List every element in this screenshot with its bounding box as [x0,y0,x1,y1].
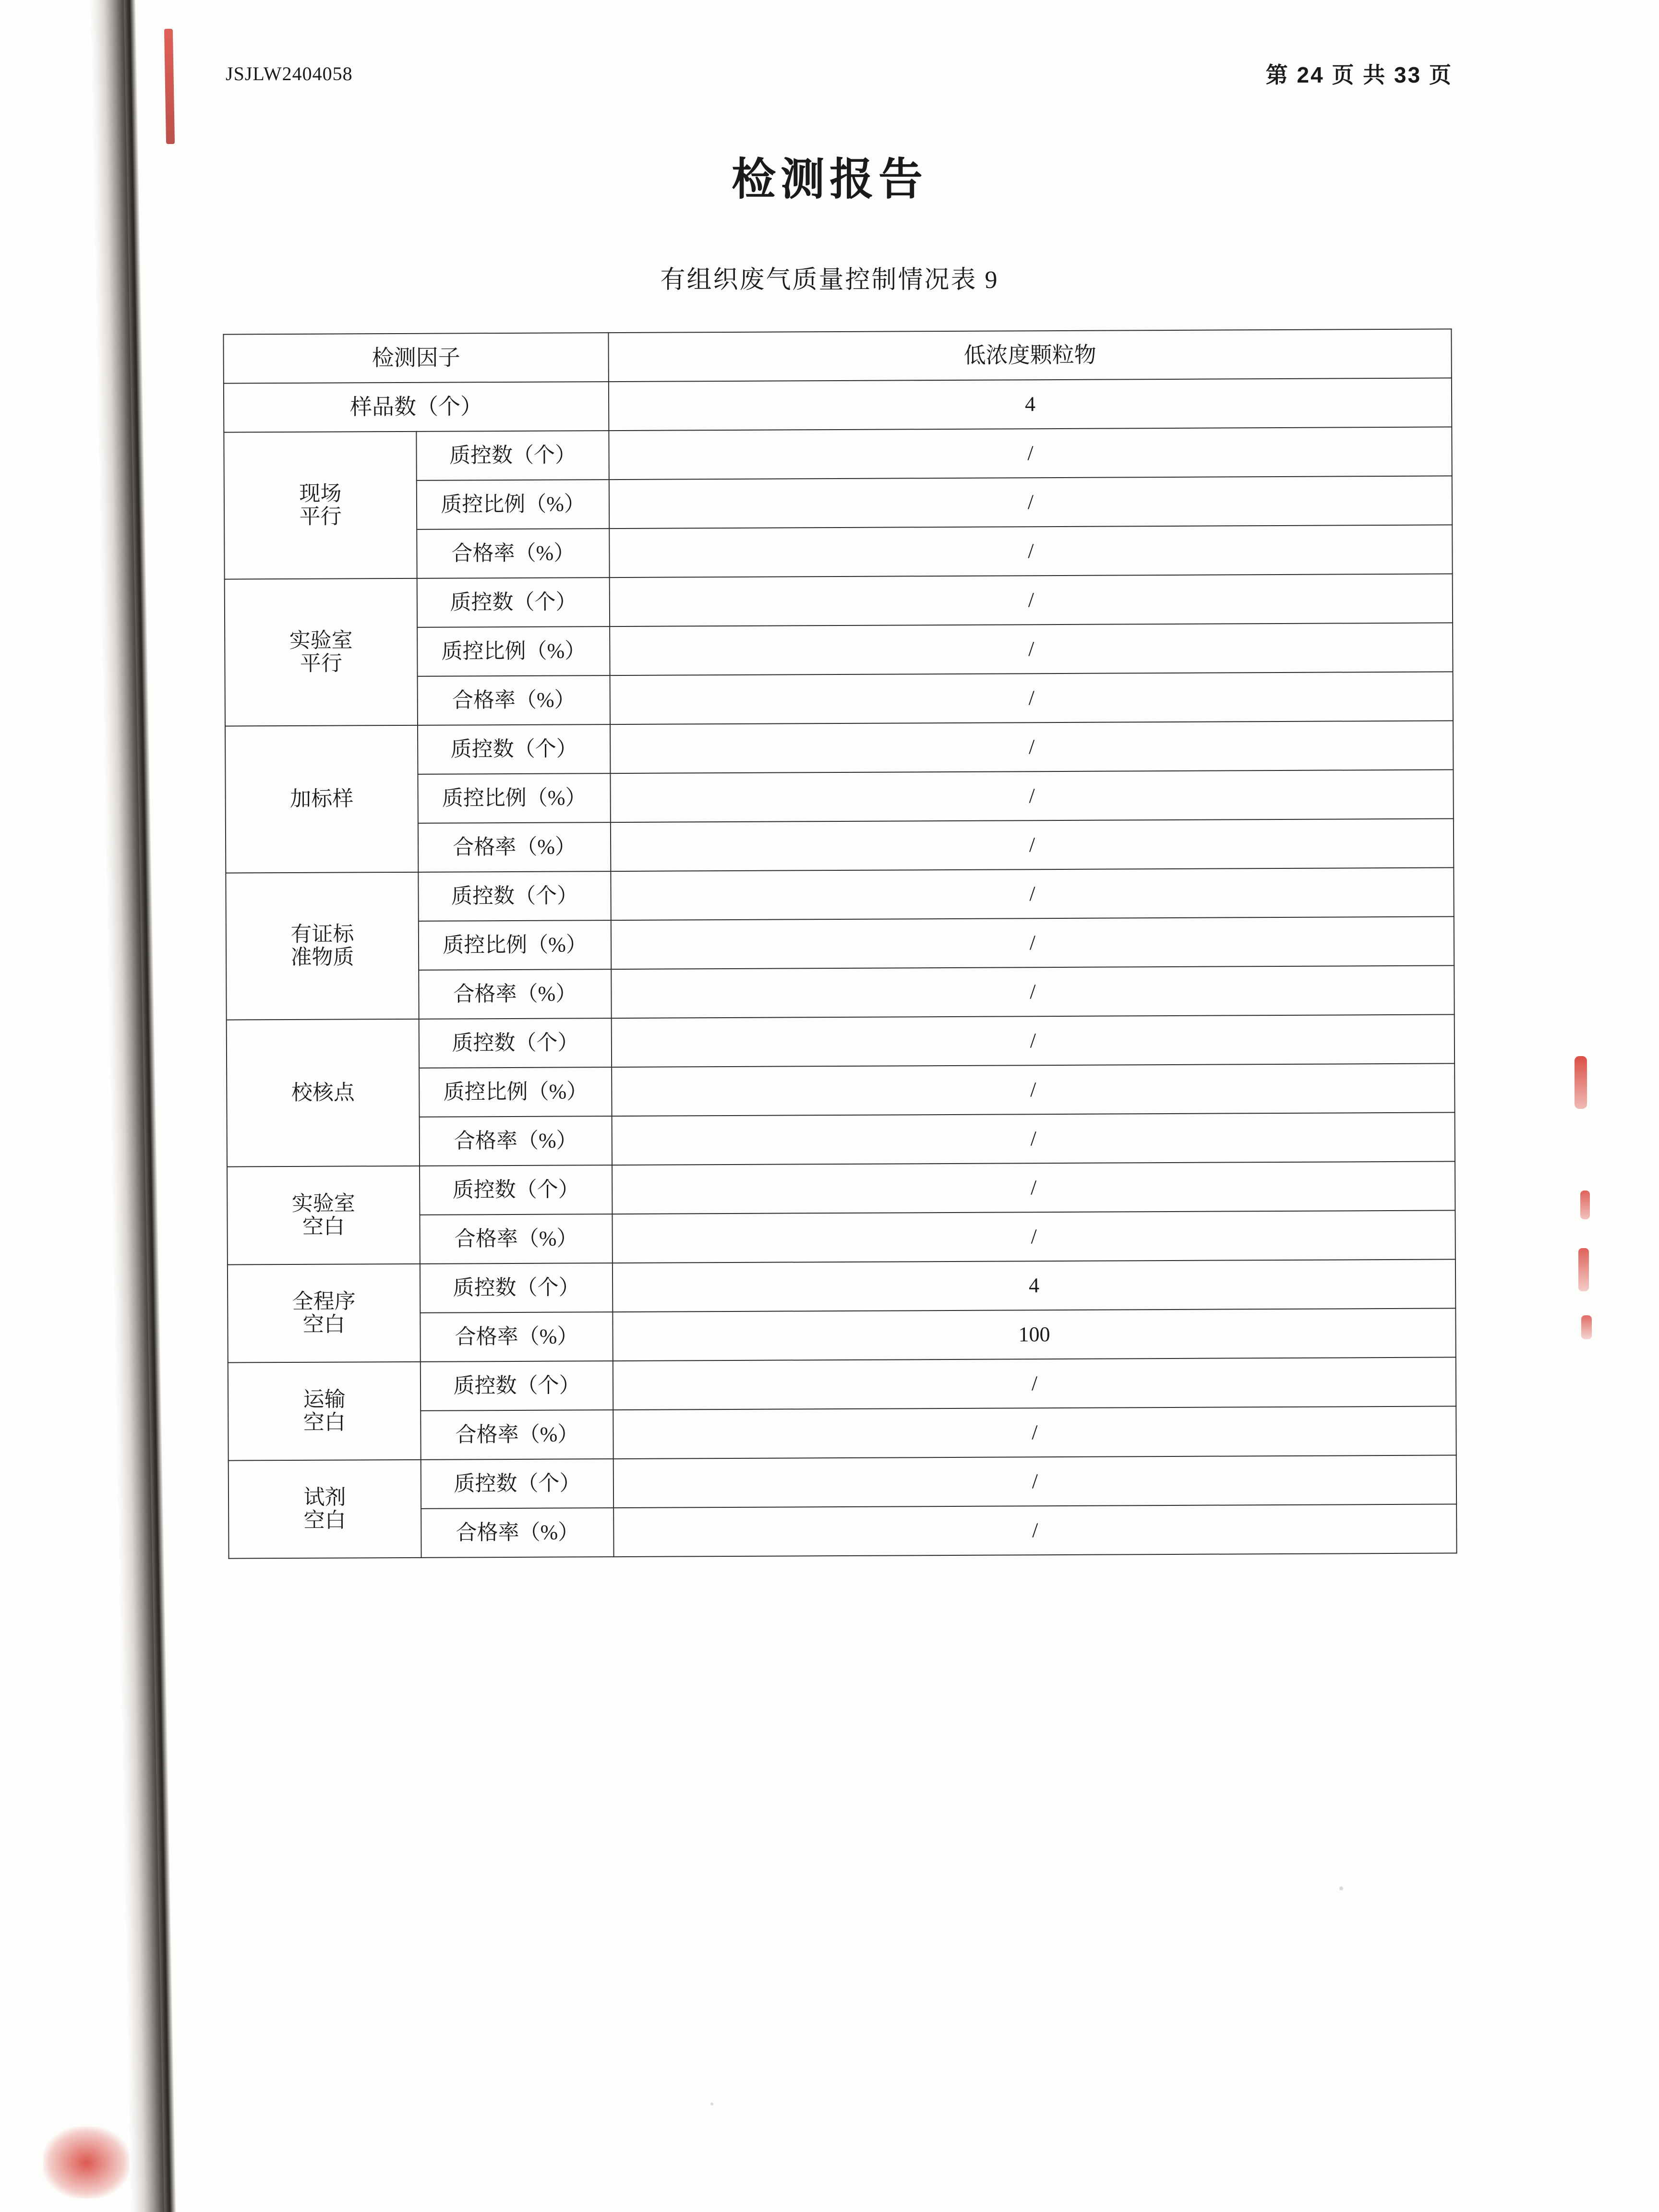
group-label-line1: 有证标 [290,922,354,946]
row-value: / [611,818,1454,871]
row-value: / [611,916,1454,969]
red-stamp-mark-right-1 [1575,1056,1587,1109]
group-label-line1: 实验室 [291,1191,355,1215]
group-label-line2: 准物质 [290,945,354,969]
group-label-line2: 空白 [303,1410,346,1434]
row-label: 合格率（%） [418,822,611,872]
group-label-line1: 试剂 [303,1485,346,1509]
row-value: / [611,965,1454,1018]
table-row-header [223,329,1451,383]
quality-control-table [223,328,1457,1559]
row-value: / [610,769,1453,822]
row-value: / [613,1504,1456,1557]
row-label: 合格率（%） [419,969,611,1019]
sample-count-value: 4 [609,378,1452,431]
row-label: 合格率（%） [421,1508,613,1558]
row-value: / [612,1112,1455,1165]
row-label: 质控数（个） [417,577,610,627]
document-code: JSJLW2404058 [226,63,353,84]
group-label-line1: 运输 [303,1387,346,1411]
row-label: 质控数（个） [419,1018,612,1068]
table-row [228,1259,1455,1313]
red-stamp-mark-right-4 [1581,1315,1592,1339]
row-label: 合格率（%） [420,1116,612,1166]
table-row [225,574,1453,628]
page-subtitle: 有组织废气质量控制情况表 9 [660,266,999,294]
row-value: / [613,1357,1456,1410]
header-factor-value: 低浓度颗粒物 [608,329,1451,382]
row-value: / [610,721,1453,773]
group-label-certified-reference-material [226,872,419,1020]
row-label: 质控比例（%） [417,626,610,676]
scan-speck [710,2103,713,2105]
row-value: / [611,867,1454,920]
row-value: / [613,1406,1456,1459]
row-label: 质控比例（%） [417,480,609,529]
red-stamp-blot-bottom [43,2127,130,2199]
row-label: 质控比例（%） [419,920,611,970]
row-label: 合格率（%） [418,675,610,725]
row-value: / [610,574,1453,626]
row-value: / [612,1063,1455,1116]
group-label-line2: 空白 [303,1508,346,1532]
header-factor-label: 检测因子 [223,333,608,383]
quality-control-table-container [223,328,1457,1559]
row-label: 质控数（个） [418,871,611,921]
table-row [228,1455,1456,1509]
table-row-sample-count [224,378,1452,432]
group-label-field-parallel [224,432,417,579]
row-label: 质控数（个） [420,1263,613,1313]
table-row [226,867,1454,922]
row-label: 合格率（%） [420,1312,613,1362]
row-label: 质控数（个） [420,1165,612,1215]
group-label-line1: 实验室 [289,628,353,652]
sample-count-label: 样品数（个） [224,382,609,432]
row-label: 质控数（个） [418,724,610,774]
table-row [228,1357,1456,1411]
row-label: 质控数（个） [421,1459,613,1509]
row-value: 4 [613,1259,1455,1312]
group-label-line1: 全程序 [292,1289,356,1313]
row-label: 合格率（%） [421,1410,613,1460]
table-row [224,427,1452,481]
scan-speck [1339,1887,1343,1890]
row-value: / [612,1014,1455,1067]
row-label: 质控数（个） [421,1361,613,1411]
row-label: 质控比例（%） [419,1067,612,1117]
row-label: 合格率（%） [420,1214,612,1264]
row-value: / [612,1210,1455,1263]
group-label-line1: 加标样 [290,787,354,811]
table-row [225,721,1453,775]
red-stamp-mark-right-2 [1580,1190,1590,1219]
row-value: / [613,1455,1456,1508]
row-value: / [609,525,1452,577]
row-value: / [612,1161,1455,1214]
row-value: / [610,623,1453,675]
page-indicator: 第 24 页 共 33 页 [1265,62,1453,87]
group-label-line2: 平行 [300,651,343,675]
table-row [227,1014,1455,1069]
row-value: / [609,427,1452,480]
red-stamp-mark-right-3 [1578,1248,1589,1291]
group-label-spiked-sample [225,725,418,873]
group-label-full-procedure-blank [228,1264,421,1363]
row-value: 100 [613,1308,1455,1361]
red-stamp-edge-mark [164,29,175,144]
table-row [227,1161,1455,1215]
group-label-reagent-blank [228,1460,421,1559]
group-label-transport-blank [228,1362,421,1461]
row-value: / [610,672,1453,724]
group-label-line2: 空白 [302,1312,346,1336]
group-label-line2: 空白 [302,1214,345,1238]
group-label-lab-parallel [225,578,418,726]
row-value: / [609,476,1452,529]
row-label: 质控比例（%） [418,773,610,823]
row-label: 质控数（个） [416,431,609,481]
page-title: 检测报告 [731,155,927,204]
group-label-line2: 平行 [299,505,342,529]
group-label-lab-blank [227,1166,420,1265]
group-label-line1: 现场 [299,481,342,505]
group-label-line1: 校核点 [291,1081,355,1105]
row-label: 合格率（%） [417,529,609,578]
group-label-check-point [227,1019,420,1167]
